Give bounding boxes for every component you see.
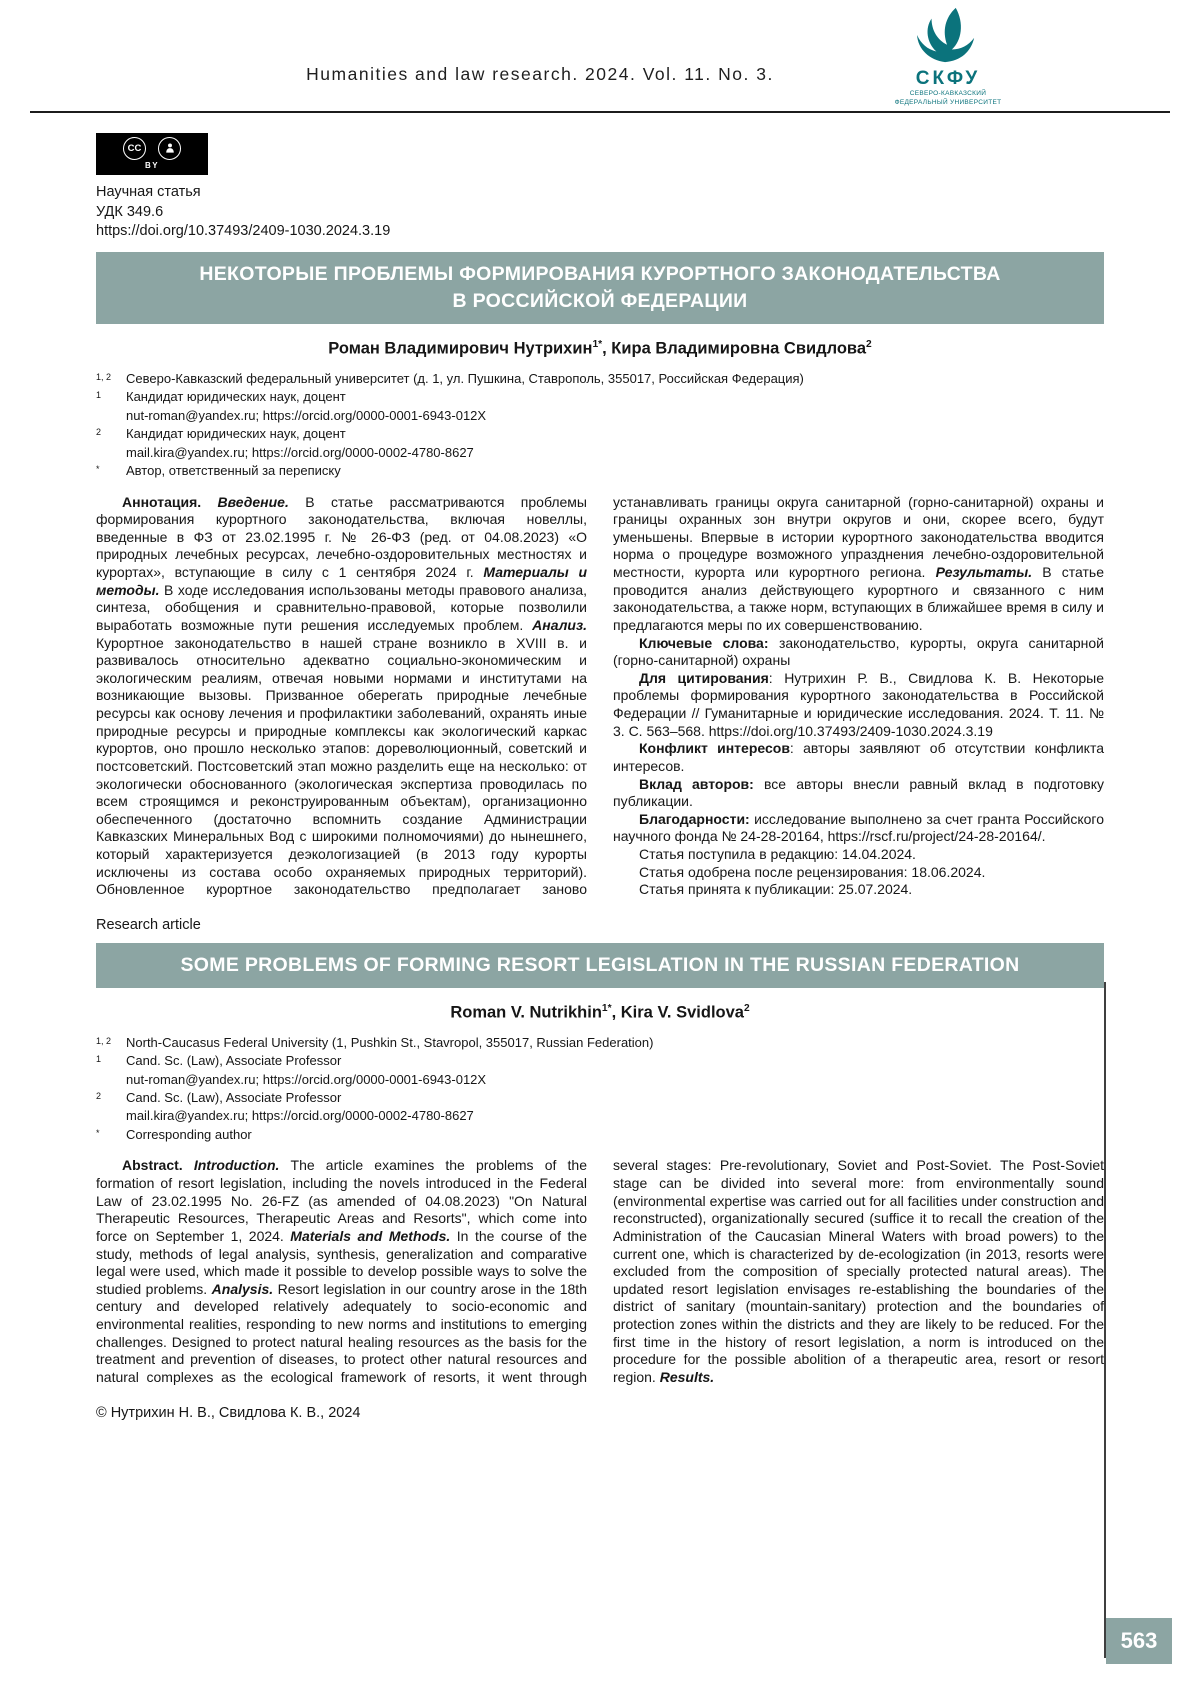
affiliation-marker: 1, 2 bbox=[96, 371, 112, 382]
udc-code: УДК 349.6 bbox=[96, 203, 164, 220]
cc-icon: CC bbox=[123, 137, 146, 160]
affiliation-row bbox=[96, 1107, 1104, 1125]
affiliation-row bbox=[96, 1034, 1104, 1052]
article-type-label: Научная статья bbox=[96, 184, 201, 200]
affiliation-marker: 1 bbox=[96, 1054, 102, 1065]
received-date: Статья поступила в редакцию: 14.04.2024. bbox=[639, 846, 916, 862]
journal-title: Humanities and law research. 2024. Vol. 11. No. 3. bbox=[306, 64, 774, 84]
affiliation-marker bbox=[96, 444, 126, 462]
author-email-orcid-link[interactable]: nut-roman@yandex.ru; https://orcid.org/0000-0001-6943-012X bbox=[126, 407, 487, 423]
affiliation-marker: * bbox=[96, 1127, 100, 1138]
affiliation-text: Кандидат юридических наук, доцент bbox=[126, 426, 346, 442]
author-contribution-ru: Вклад авторов: все авторы внесли равный вклад в подготовку публикации. bbox=[613, 775, 1105, 810]
header-divider bbox=[30, 111, 1170, 113]
author-email-orcid-link[interactable]: mail.kira@yandex.ru; https://orcid.org/0000-0002-4780-8627 bbox=[126, 444, 474, 460]
affiliation-marker bbox=[96, 1107, 126, 1125]
article-title-en: SOME PROBLEMS OF FORMING RESORT LEGISLATION IN THE RUSSIAN FEDERATION bbox=[96, 943, 1104, 988]
affiliation-text: Corresponding author bbox=[126, 1126, 252, 1142]
affiliations-en bbox=[96, 1034, 1104, 1145]
logo-subtitle bbox=[895, 90, 1002, 108]
phoenix-logo-icon bbox=[912, 6, 984, 66]
logo-subtitle-line1: СЕВЕРО-КАВКАЗСКИЙ bbox=[909, 90, 987, 97]
affiliation-marker: 1, 2 bbox=[96, 1035, 112, 1046]
affiliation-row bbox=[96, 370, 1104, 388]
person-icon bbox=[158, 137, 181, 160]
abstract-ru bbox=[96, 494, 1104, 899]
affiliation-text: Cand. Sc. (Law), Associate Professor bbox=[126, 1053, 342, 1069]
research-article-label: Research article bbox=[96, 916, 201, 933]
affiliation-row bbox=[96, 407, 1104, 425]
affiliation-row bbox=[96, 1071, 1104, 1089]
acknowledgements-ru: Благодарности: исследование выполнено за счет гранта Российского научного фонда № 24-28-20164, https://rscf.ru/project/24-28-20164/. bbox=[613, 810, 1104, 845]
affiliation-marker: 1 bbox=[96, 390, 102, 401]
affiliation-marker: 2 bbox=[96, 427, 102, 438]
abstract-text-ru: Аннотация. Введение. В статье рассматриваются проблемы формирования курортного законодательства, включая новеллы, введенные в ФЗ от 23.02.1995 г. № 26-ФЗ (ред. от 04.08.2023) «О природных лечебных ресурсах, лечебно-оздоровительных местностях и курортах», вступающие в силу с 1 сентября 2024 г. Материалы и методы. В ходе исследования использованы методы правового анализа, синтеза, обобщения и сравнительно-правовой, которые позволили выработать возможные пути решения исследуемых проблем. Анализ. Курортное законодательство в нашей стране возникло в XVIII в. и развивалось относительно адекватно социально-экономическим и экологическим реалиям, отвечая новыми нормами и институтами на возникающие вызовы. Призванное оберегать природные лечебные ресурсы как основу лечения и профилактики заболеваний, охранять иные природные ресурсы и природные комплексы как экологический каркас курортов, оно прошло несколько этапов: дореволюционный, советский и постсоветский. Постсоветский этап можно разделить еще на несколько: от экологически обоснованного (экологическая экспертиза проводилась по всем строящимся и реконструированным объектам), организационно обеспеченного (достаточно вспомнить создание Администрации Кавказских Минеральных Вод с широкими полномочиями) до нынешнего, который характеризуется деэкологизацией (в 2013 году курорты исключены из состава особо охраняемых природных территорий). Обновленное курортное законодательство предполагает заново устанавливать границы округа санитарной (горно-санитарной) охраны и границы охранных зон внутри округов и они, скорее всего, будут уменьшены. Впервые в истории курортного законодательства вводится норма о процедуре возможного упразднения лечебно-оздоровительной местности, курорта или курортного региона. Результаты. В статье проводится анализ действующего курортного и связанного с ним законодательства, а также норм, вступающих в ближайшее время в силу и предлагаются меры по их совершенствованию. bbox=[96, 493, 1104, 898]
doi-link[interactable]: https://doi.org/10.37493/2409-1030.2024.3.19 bbox=[96, 223, 391, 240]
author-email-orcid-link[interactable]: nut-roman@yandex.ru; https://orcid.org/0000-0001-6943-012X bbox=[126, 1071, 487, 1087]
logo-subtitle-line2: ФЕДЕРАЛЬНЫЙ УНИВЕРСИТЕТ bbox=[894, 98, 1002, 106]
affiliation-marker: * bbox=[96, 464, 100, 475]
affiliation-text: Северо-Кавказский федеральный университет (д. 1, ул. Пушкина, Ставрополь, 355017, Российская Федерация) bbox=[126, 370, 804, 386]
right-margin-rule bbox=[1104, 982, 1106, 1658]
university-logo bbox=[882, 6, 1014, 108]
cc-by-label: BY bbox=[144, 160, 160, 170]
affiliation-row bbox=[96, 388, 1104, 406]
affiliation-row bbox=[96, 462, 1104, 480]
affiliation-row bbox=[96, 1089, 1104, 1107]
abstract-text-en: Abstract. Introduction. The article examines the problems of the formation of resort legislation, including the novels introduced in the Federal Law of 23.02.1995 No. 26-FZ (as amended of 04.08.2023) "On Natural Therapeutic Resources, Therapeutic Areas and Resorts", which come into force on September 1, 2024. Materials and Methods. In the course of the study, methods of legal analysis, synthesis, generalization and comparative legal were used, which made it possible to develop possible ways to solve the studied problems. Analysis. Resort legislation in our country arose in the 18th century and developed relatively adequately to socio-economic and environmental realities, responding to new norms and institutions to emerging challenges. Designed to protect natural healing resources as the basis for the treatment and prevention of diseases, to protect other natural resources and natural complexes as the ecological framework of resorts, it went through several stages: Pre-revolutionary, Soviet and Post-Soviet. The Post-Soviet stage can be divided into several more: from environmentally sound (environmental expertise was carried out for all facilities under construction and reconstructed), organizationally secured (suffice it to recall the creation of the Administration of the Caucasian Mineral Waters with broad powers) to the current one, which is characterized by de-ecologization (in 2013, resorts were excluded from the composition of specially protected natural areas). The updated resort legislation envisages re-establishing the boundaries of the district of sanitary (mountain-sanitary) protection and the boundaries of protection zones within the districts and they are likely to be reduced. For the first time in the history of resort legislation, a norm is introduced on the procedure for the possible abolition of a therapeutic area, resort or resort region. Results. bbox=[96, 1157, 1104, 1385]
citation-ru: Для цитирования: Нутрихин Р. В., Свидлова К. В. Некоторые проблемы формирования курортного законодательства в Российской Федерации // Гуманитарные и юридические исследования. 2024. Т. 11. № 3. С. 563–568. https://doi.org/10.37493/2409-1030.2024.3.19 bbox=[613, 669, 1104, 739]
article-title-ru: НЕКОТОРЫЕ ПРОБЛЕМЫ ФОРМИРОВАНИЯ КУРОРТНОГО ЗАКОНОДАТЕЛЬСТВА В РОССИЙСКОЙ ФЕДЕРАЦИИ bbox=[96, 252, 1104, 325]
authors-ru: Роман Владимирович Нутрихин$^{1*}$, Кира Владимировна Свидлова$^2$ bbox=[328, 339, 872, 358]
affiliation-text: Автор, ответственный за переписку bbox=[126, 463, 341, 479]
copyright-line: © Нутрихин Н. В., Свидлова К. В., 2024 bbox=[96, 1404, 361, 1421]
affiliation-row bbox=[96, 425, 1104, 443]
abstract-en bbox=[96, 1157, 1104, 1386]
affiliation-text: North-Caucasus Federal University (1, Pushkin St., Stavropol, 355017, Russian Federation) bbox=[126, 1034, 654, 1050]
keywords-ru: Ключевые слова: законодательство, курорты, округа санитарной (горно-санитарной) охраны bbox=[613, 634, 1105, 669]
revised-date: Статья одобрена после рецензирования: 18.06.2024. bbox=[639, 863, 986, 880]
affiliation-marker bbox=[96, 1071, 126, 1089]
affiliation-text: Кандидат юридических наук, доцент bbox=[126, 389, 346, 405]
affiliations-ru bbox=[96, 370, 1104, 481]
page-number: 563 bbox=[1106, 1618, 1172, 1664]
cc-by-license-badge bbox=[96, 133, 208, 175]
accepted-date: Статья принята к публикации: 25.07.2024. bbox=[639, 881, 913, 898]
affiliation-marker bbox=[96, 407, 126, 425]
affiliation-row bbox=[96, 1052, 1104, 1070]
conflict-of-interest-ru: Конфликт интересов: авторы заявляют об отсутствии конфликта интересов. bbox=[613, 740, 1104, 774]
affiliation-row bbox=[96, 1126, 1104, 1144]
author-email-orcid-link[interactable]: mail.kira@yandex.ru; https://orcid.org/0000-0002-4780-8627 bbox=[126, 1108, 474, 1124]
affiliation-row bbox=[96, 444, 1104, 462]
affiliation-text: Cand. Sc. (Law), Associate Professor bbox=[126, 1090, 342, 1106]
logo-acronym: СКФУ bbox=[915, 68, 981, 89]
authors-en: Roman V. Nutrikhin$^{1*}$, Kira V. Svidlova$^2$ bbox=[450, 1003, 750, 1022]
affiliation-marker: 2 bbox=[96, 1091, 102, 1102]
